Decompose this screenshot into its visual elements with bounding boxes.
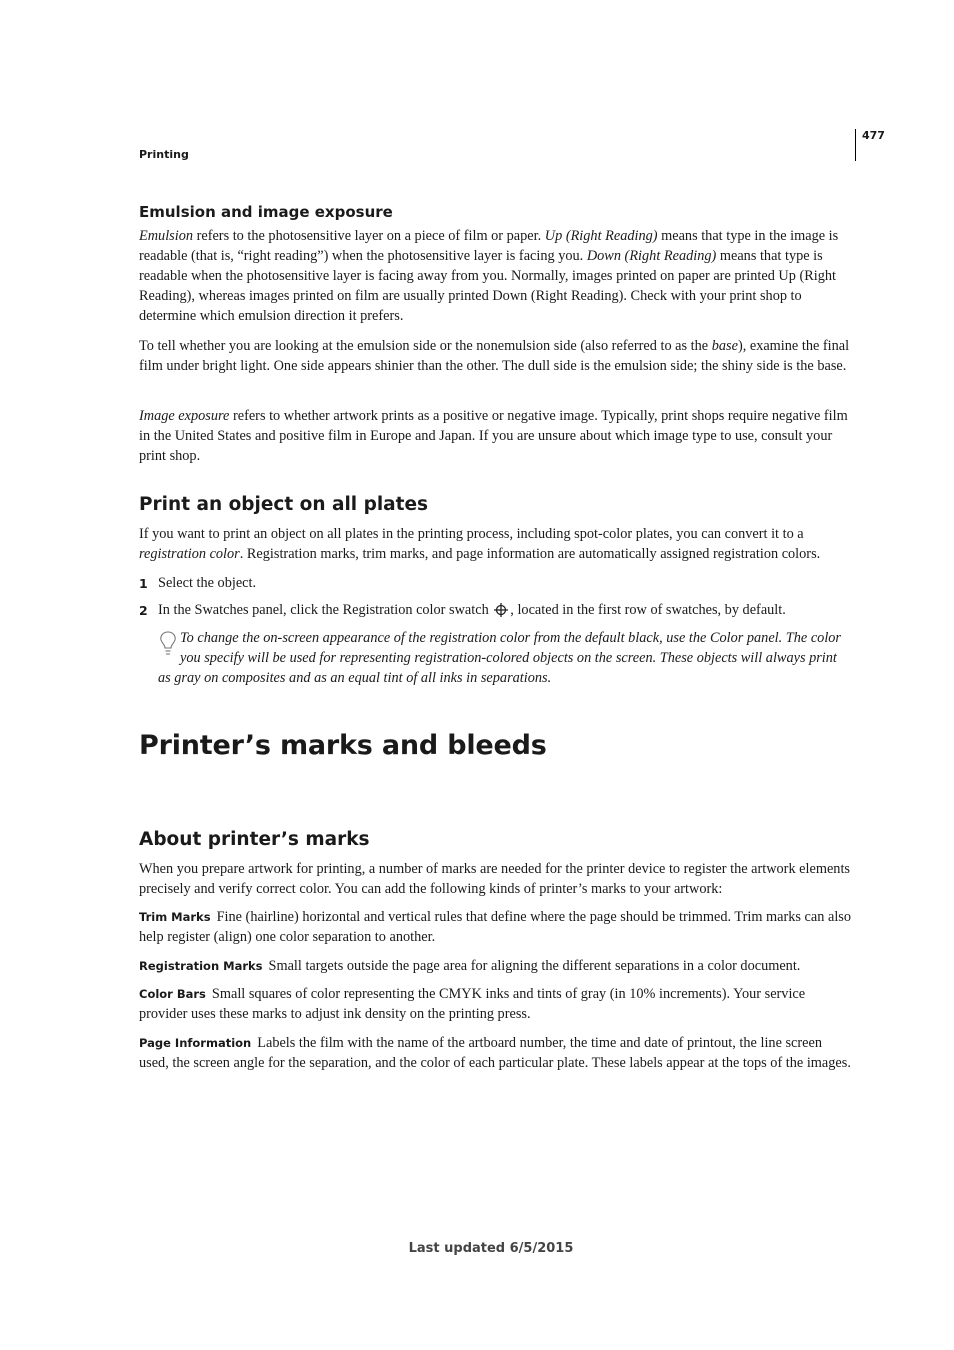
text: means that type in the image is readable (that is, “right reading”) when the photosensitive layer is facing you.: [139, 228, 839, 264]
text: means that type is readable when the photosensitive layer is facing away from you. Normally, images printed on paper are printed Up (Right Reading), whereas images printed on film are usually printed Down (Right Reading). Check with your print shop to determine which emulsion direction it prefers.: [139, 248, 837, 324]
about-marks-heading: About printer’s marks: [139, 829, 370, 850]
text: ), examine the final film under bright light. One side appears shinier than the other. The dull side is the emulsion side; the shiny side is the base.: [139, 338, 850, 374]
running-head: Printing: [139, 148, 189, 161]
text: refers to whether artwork prints as a positive or negative image. Typically, print shops require negative film in the United States and positive film in Europe and Japan. If you are unsure about which image type to use, consult your print shop.: [139, 408, 848, 464]
step-text-2: [158, 600, 848, 620]
term-registration-color: registration color: [139, 546, 240, 562]
emulsion-paragraph-1: [139, 226, 851, 326]
text: If you want to print an object on all plates in the printing process, including spot-color plates, you can convert it to a: [139, 526, 804, 542]
term-image-exposure: Image exposure: [139, 408, 230, 424]
term-trim-marks: Trim Marks: [139, 910, 211, 924]
term-color-bars: Color Bars: [139, 987, 206, 1001]
text: refers to the photosensitive layer on a piece of film or paper.: [193, 228, 545, 244]
text: In the Swatches panel, click the Registration color swatch: [158, 602, 493, 618]
text: To tell whether you are looking at the emulsion side or the nonemulsion side (also referred to as the: [139, 338, 712, 354]
page-number: 477: [862, 129, 885, 142]
mark-item-color-bars: [139, 984, 851, 1024]
mark-item-trim: [139, 907, 851, 947]
text: . Registration marks, trim marks, and page information are automatically assigned registration colors.: [239, 546, 821, 562]
desc: Fine (hairline) horizontal and vertical rules that define where the page should be trimmed. Trim marks can also help register (align) one color separation to another.: [139, 909, 852, 945]
emulsion-heading: Emulsion and image exposure: [139, 203, 393, 221]
term-page-information: Page Information: [139, 1036, 252, 1050]
emulsion-paragraph-2: [139, 336, 851, 376]
text: , located in the first row of swatches, by default.: [510, 602, 786, 618]
tip-note: [158, 628, 850, 688]
all-plates-intro: [139, 524, 851, 564]
registration-swatch-icon: [493, 602, 509, 618]
marks-bleeds-heading: Printer’s marks and bleeds: [139, 730, 547, 761]
mark-item-registration: [139, 956, 851, 976]
desc: Small squares of color representing the CMYK inks and tints of gray (in 10% increments). Your service provider uses these marks to adjust ink density on the printing press.: [139, 986, 806, 1022]
all-plates-heading: Print an object on all plates: [139, 494, 429, 515]
term-registration-marks: Registration Marks: [139, 959, 263, 973]
tip-text: To change the on-screen appearance of the registration color from the default black, use the Color panel. The color you specify will be used for representing registration-colored objects on the screen. These objects will always print as gray on composites and as an equal tint of all inks in separations.: [158, 630, 841, 686]
about-marks-intro: When you prepare artwork for printing, a number of marks are needed for the printer device to register the artwork elements precisely and verify correct color. You can add the following kinds of printer’s marks to your artwork:: [139, 861, 850, 897]
emulsion-paragraph-3: [139, 406, 851, 466]
desc: Small targets outside the page area for aligning the different separations in a color document.: [268, 958, 801, 974]
step-number-2: 2: [139, 603, 148, 618]
lightbulb-icon: [158, 628, 178, 658]
footer-last-updated: Last updated 6/5/2015: [408, 1241, 574, 1256]
header-rule: [855, 129, 856, 161]
mark-item-page-information: [139, 1033, 851, 1073]
desc: Labels the film with the name of the artboard number, the time and date of printout, the line screen used, the screen angle for the separation, and the color of each particular plate. These labels appear at the tops of the images.: [139, 1035, 851, 1071]
term-down-right-reading: Down (Right Reading): [586, 248, 717, 264]
term-up-right-reading: Up (Right Reading): [544, 228, 658, 244]
step-number-1: 1: [139, 576, 148, 591]
term-base: base: [711, 338, 738, 354]
term-emulsion: Emulsion: [139, 228, 194, 244]
step-text-1: Select the object.: [158, 575, 257, 591]
